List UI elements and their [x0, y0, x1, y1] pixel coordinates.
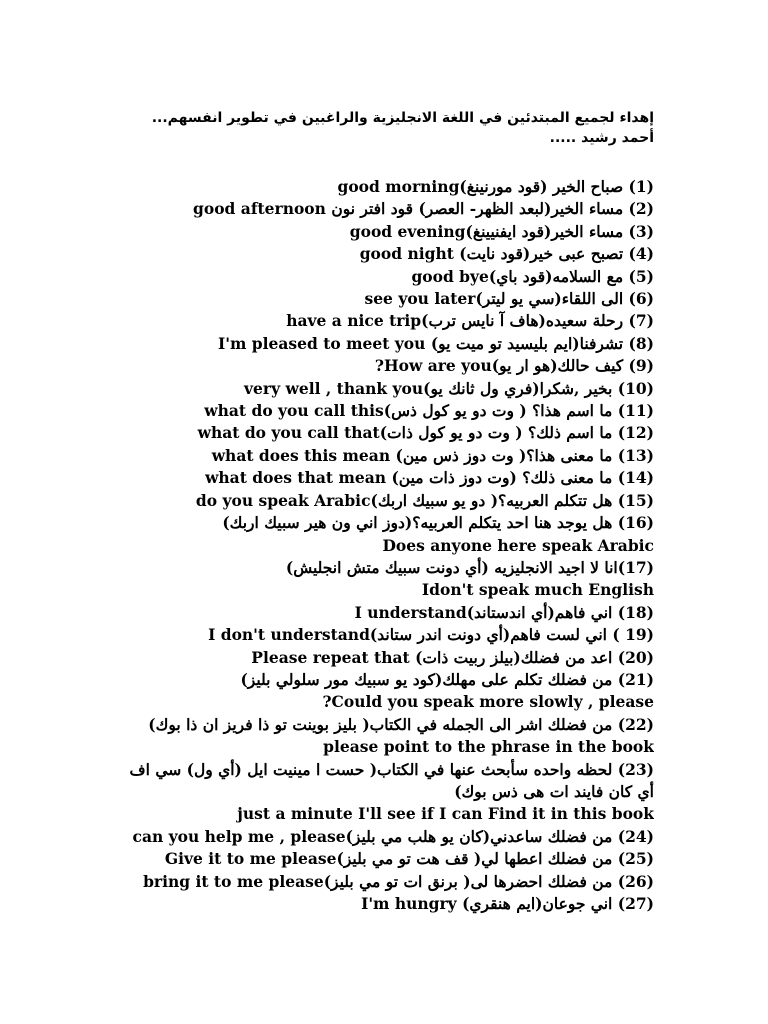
- spacer: [110, 148, 654, 176]
- phrase-line: (4) تصبح عبى خير(قود نايت) good night: [359, 244, 654, 264]
- dedication-line: إهداء لجميع المبتدئين في اللغة الانجليزية والراغبين في تطوير انفسهم...: [151, 110, 654, 126]
- phrase-line: (3) مساء الخير(قود ايفنيينغ)good evening: [349, 221, 654, 241]
- phrase-line: (25) من فضلك اعطها لي( قف هت تو مي بليز)Give it to me please: [164, 849, 654, 869]
- phrase-line: please point to the phrase in the book: [323, 737, 654, 757]
- phrase-line: (15) هل تتكلم العربيه؟( دو يو سبيك اربك)do you speak Arabic: [195, 490, 654, 510]
- phrase-line: (9) كيف حالك(هو ار يو)How are you?: [374, 356, 654, 376]
- phrase-line: (24) من فضلك ساعدني(كان يو هلب مي بليز)can you help me , please: [132, 826, 654, 846]
- phrase-line: just a minute I'll see if I can Find it in this book: [237, 804, 654, 824]
- phrase-line: (18) اني فاهم(أي اندستاند)I understand: [354, 602, 654, 622]
- phrase-line: (8) تشرفنا(ايم بليسيد تو ميت يو) I'm pleased to meet you: [217, 333, 654, 353]
- phrase-line: (27) اني جوعان(ايم هنقري) I'm hungry: [361, 894, 654, 913]
- phrase-line: (5) مع السلامه(قود باي)good bye: [411, 266, 654, 286]
- phrase-line: أي كان فايند ات هى ذس بوك): [454, 781, 654, 801]
- author-line: أحمد رشيد .....: [549, 130, 654, 146]
- phrase-line: (17)انا لا اجيد الانجليزيه (أي دونت سبيك متش انجليش): [285, 557, 654, 577]
- phrase-line: (2) مساء الخير(لبعد الظهر- العصر) قود افتر نون good afternoon: [193, 199, 654, 219]
- phrase-line: Does anyone here speak Arabic: [382, 535, 654, 555]
- phrase-line: (11) ما اسم هذا؟ ( وت دو يو كول ذس)what do you call this: [204, 401, 654, 421]
- phrase-line: (7) رحلة سعيده(هاف آ نايس ترب)have a nice trip: [286, 311, 654, 331]
- phrase-line: (16) هل يوجد هنا احد يتكلم العربيه؟(دوز اني ون هير سبيك اربك): [222, 513, 654, 533]
- phrase-line: (20) اعد من فضلك(بيلز ربيت ذات) Please repeat that: [251, 647, 654, 667]
- phrase-line: Idon't speak much English: [421, 580, 654, 600]
- phrase-line: (23) لحظه واحده سأبحث عنها في الكتاب( حست ا مينيت ايل (أي ول) سي اف: [129, 759, 654, 779]
- phrase-line: (14) ما معنى ذلك؟ (وت دوز ذات مين) what does that mean: [205, 468, 654, 488]
- phrase-line: (12) ما اسم ذلك؟ ( وت دو يو كول ذات)what do you call that: [197, 423, 654, 443]
- phrase-line: (10) بخير ,شكرا(فري ول ثانك يو)very well , thank you: [244, 378, 654, 398]
- phrase-line: (26) من فضلك احضرها لى( برنق ات تو مي بليز)bring it to me please: [143, 871, 654, 891]
- phrase-line: (13) ما معنى هذا؟( وت دوز ذس مين) what does this mean: [211, 445, 654, 465]
- phrase-line: (6) الى اللقاء(سي يو ليتر)see you later: [364, 289, 654, 309]
- document-page: [110, 108, 654, 915]
- phrase-line: (22) من فضلك اشر الى الجمله في الكتاب( بليز بوينت تو ذا فريز ان ذا بوك): [148, 714, 654, 734]
- dedication: [110, 108, 654, 148]
- phrase-line: Could you speak more slowly , please?: [322, 692, 654, 712]
- phrase-line: (19 ) اني لست فاهم(أي دونت اندر ستاند)I don't understand: [208, 625, 654, 645]
- phrase-list: [110, 176, 654, 915]
- phrase-line: (21) من فضلك تكلم على مهلك(كود يو سبيك مور سلولي بليز): [240, 669, 654, 689]
- phrase-line: (1) صباح الخير (قود مورنينغ)good morning: [337, 177, 654, 196]
